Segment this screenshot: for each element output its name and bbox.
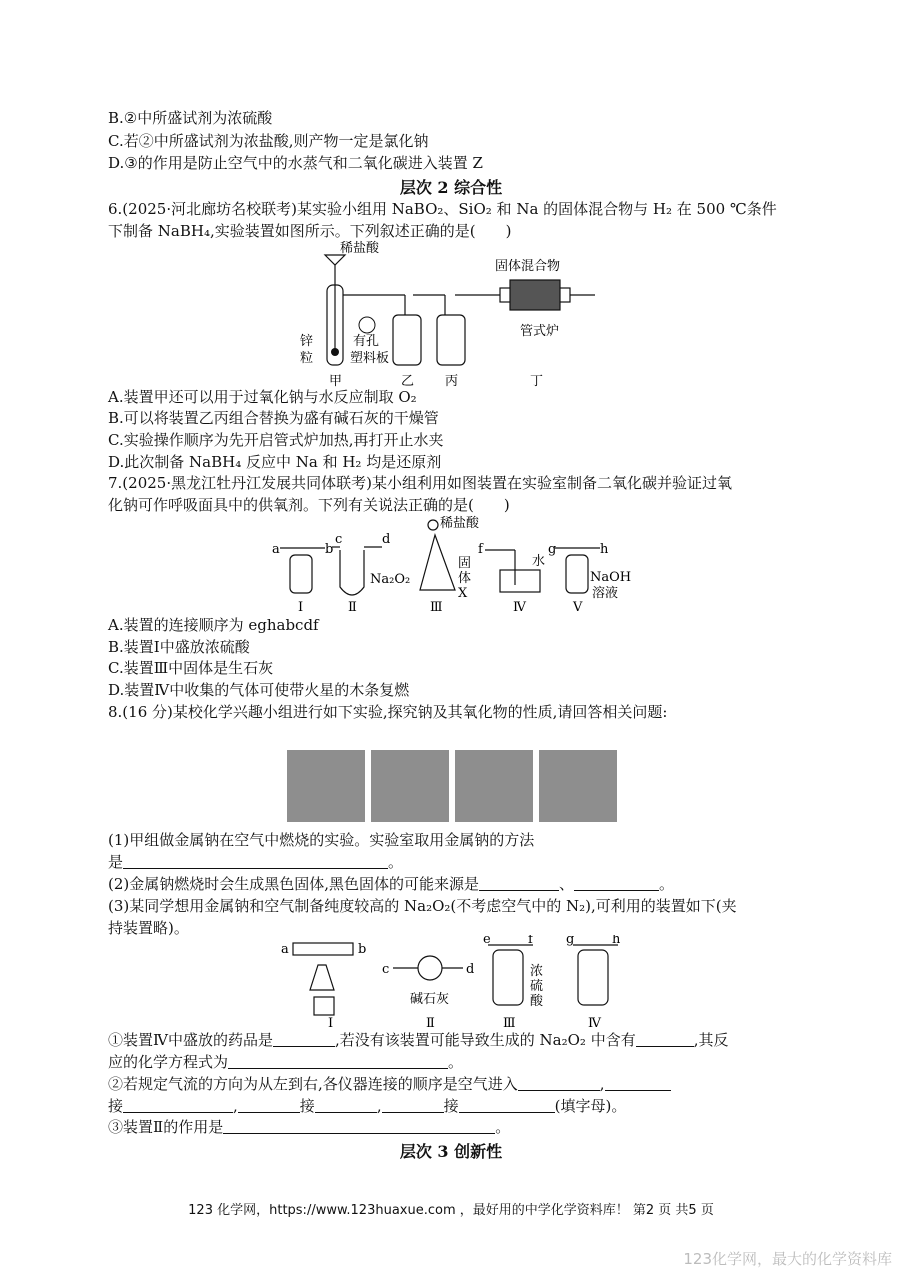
q8-label-acid3: 酸 [530,994,544,1009]
q8-sub2-note: (填字母)。 [554,1097,627,1115]
q8-sub1-text-d: 应的化学方程式为 [108,1053,229,1071]
q8-part3-line2: 持装置略)。 [108,919,189,937]
q6-label-solid: 固体混合物 [495,259,561,274]
q8-label-f: f [528,935,533,947]
q7-label-solid1: 固 [458,556,472,571]
q8-sub2-blank-2[interactable] [605,1076,671,1091]
q6-option-d: D.此次制备 NaBH₄ 反应中 Na 和 H₂ 均是还原剂 [108,453,442,471]
q7-label-acid: 稀盐酸 [440,516,480,531]
q7-label-I: I [298,600,304,615]
q7-option-a: A.装置的连接顺序为 eghabcdf [108,616,319,634]
q6-option-a: A.装置甲还可以用于过氧化钠与水反应制取 O₂ [108,388,417,406]
q8-sub1-blank-1[interactable] [273,1032,335,1047]
q6-stem-line2: 下制备 NaBH₄,实验装置如图所示。下列叙述正确的是( ) [108,222,512,240]
q8-label-I: I [328,1016,334,1030]
q8-label-h: h [612,935,621,947]
q8-label-b: b [358,942,367,957]
q7-label-a: a [272,542,280,557]
q8-sub1-line2: 应的化学方程式为 。 [108,1053,464,1071]
q8-sub2-line1: ②若规定气流的方向为从左到右,各仪器连接的顺序是空气进入 , [108,1074,671,1094]
q8-photo-4 [539,750,617,822]
q5-option-d: D.③的作用是防止空气中的水蒸气和二氧化碳进入装置 Z [108,154,483,172]
q8-sub2-blank-7[interactable] [459,1098,555,1113]
q8-label-d: d [466,962,475,977]
q8-sub3-blank[interactable] [223,1119,495,1134]
q6-label-zinc2: 粒 [300,351,314,366]
q8-sub1-text-c: ,其反 [693,1031,729,1049]
q8-part1-blank[interactable] [123,854,388,869]
q7-option-c: C.装置Ⅲ中固体是生石灰 [108,659,274,677]
q7-label-d: d [382,532,391,547]
q7-label-V: Ⅴ [573,600,583,615]
q8-sub2-jie-3: 接 [443,1097,459,1115]
q8-sub3: ③装置Ⅱ的作用是 。 [108,1118,511,1136]
q7-option-d: D.装置Ⅳ中收集的气体可使带火星的木条复燃 [108,681,410,699]
q8-label-lime: 碱石灰 [410,992,450,1007]
q8-label-e: e [483,935,491,947]
q8-part1-line2: 是 。 [108,853,404,871]
q8-label-II: Ⅱ [426,1016,435,1030]
q6-label-zinc1: 锌 [300,334,314,349]
q7-label-f: f [478,542,483,557]
q8-apparatus-figure [278,935,638,1030]
q8-label-c: c [382,962,390,977]
q8-part2: (2)金属钠燃烧时会生成黑色固体,黑色固体的可能来源是 、 。 [108,875,675,893]
q8-sub2-blank-5[interactable] [315,1098,377,1113]
q8-sub2-text-a: ②若规定气流的方向为从左到右,各仪器连接的顺序是空气进入 [108,1075,518,1093]
q7-label-IV: Ⅳ [513,600,526,615]
watermark: 123化学网，最大的化学资料库 [683,1250,892,1268]
q8-apparatus-drawing [278,935,638,1030]
q6-label-bing: 丙 [445,374,459,389]
q8-part2-blank-1[interactable] [479,876,559,891]
q8-part2-text: (2)金属钠燃烧时会生成黑色固体,黑色固体的可能来源是 [108,875,480,893]
q6-option-b: B.可以将装置乙丙组合替换为盛有碱石灰的干燥管 [108,409,439,427]
q7-option-b: B.装置Ⅰ中盛放浓硫酸 [108,638,250,656]
q8-label-acid1: 浓 [530,964,544,979]
q8-sub3-text: ③装置Ⅱ的作用是 [108,1118,224,1136]
q8-sub2-blank-4[interactable] [238,1098,300,1113]
q8-sub2-blank-6[interactable] [382,1098,444,1113]
q7-label-g: g [548,542,557,557]
q6-apparatus-drawing [295,240,615,390]
q8-sub1-line1 [108,1030,728,1050]
q7-apparatus-figure [270,515,640,615]
q6-option-c: C.实验操作顺序为先开启管式炉加热,再打开止水夹 [108,431,444,449]
page-footer: 123 化学网，https://www.123huaxue.com ，最好用的中学化学资料库！ 第2 页 共5 页 [188,1203,714,1218]
q8-sub2-jie-1: 接 [108,1097,124,1115]
q8-sub1-text-a: ①装置Ⅳ中盛放的药品是 [108,1031,273,1049]
q8-sub2-blank-1[interactable] [518,1076,600,1091]
q7-label-solid3: X [458,586,468,601]
q8-label-a: a [281,942,289,957]
q7-apparatus-drawing [270,515,640,615]
q8-label-III: Ⅲ [503,1016,516,1030]
q7-label-II: Ⅱ [348,600,357,615]
q5-option-c: C.若②中所盛试剂为浓盐酸,则产物一定是氯化钠 [108,132,429,150]
q6-label-acid: 稀盐酸 [340,241,380,256]
q7-label-c: c [335,532,343,547]
q8-part3-line1: (3)某同学想用金属钠和空气制备纯度较高的 Na₂O₂(不考虑空气中的 N₂),可利用的装置如下(夹 [108,897,737,915]
q7-label-h: h [600,542,609,557]
q8-part1-prefix: 是 [108,853,124,871]
q6-label-yi: 乙 [401,374,415,389]
q6-stem-line1: 6.(2025·河北廊坊名校联考)某实验小组用 NaBO₂、SiO₂ 和 Na 的固体混合物与 H₂ 在 500 ℃条件 [108,200,777,218]
q8-sub2-line2: 接 , 接 , 接 (填字母)。 [108,1097,627,1115]
q7-label-b: b [325,542,334,557]
q6-label-board2: 塑料板 [350,351,390,366]
q7-label-naoh2: 溶液 [592,586,619,601]
q8-part2-blank-2[interactable] [574,876,659,891]
q5-option-b: B.②中所盛试剂为浓硫酸 [108,109,273,127]
q8-sub1-blank-3[interactable] [228,1054,448,1069]
q8-part1-line1: (1)甲组做金属钠在空气中燃烧的实验。实验室取用金属钠的方法 [108,831,535,849]
q6-label-ding: 丁 [530,374,544,389]
q8-sub2-blank-3[interactable] [123,1098,233,1113]
q8-label-acid2: 硫 [530,979,544,994]
q7-label-na2o2: Na₂O₂ [370,572,411,587]
q8-photo-3 [455,750,533,822]
q6-label-jia: 甲 [329,374,343,389]
q6-label-board1: 有孔 [353,334,380,349]
q6-label-furnace: 管式炉 [520,324,560,339]
q7-label-water: 水 [532,554,546,569]
q6-apparatus-figure [295,240,615,390]
q8-sub1-blank-2[interactable] [636,1032,694,1047]
q7-stem-line2: 化钠可作呼吸面具中的供氧剂。下列有关说法正确的是( ) [108,496,510,514]
q7-label-solid2: 体 [458,571,472,586]
section-heading-3: 层次 3 创新性 [399,1142,503,1161]
q8-sub2-jie-2: 接 [299,1097,315,1115]
q8-stem: 8.(16 分)某校化学兴趣小组进行如下实验,探究钠及其氧化物的性质,请回答相关问题: [108,703,668,721]
q7-label-naoh1: NaOH [590,570,632,585]
q8-photo-1 [287,750,365,822]
q8-sub1-text-b: ,若没有该装置可能导致生成的 Na₂O₂ 中含有 [335,1031,636,1049]
q8-part2-sep: 、 [559,875,575,893]
section-heading-2: 层次 2 综合性 [399,178,503,197]
q7-label-III: Ⅲ [430,600,443,615]
q7-stem-line1: 7.(2025·黑龙江牡丹江发展共同体联考)某小组利用如图装置在实验室制备二氧化碳并验证过氧 [108,474,732,492]
q8-photo-2 [371,750,449,822]
q8-label-g: g [566,935,575,947]
q8-label-IV: Ⅳ [588,1016,601,1030]
